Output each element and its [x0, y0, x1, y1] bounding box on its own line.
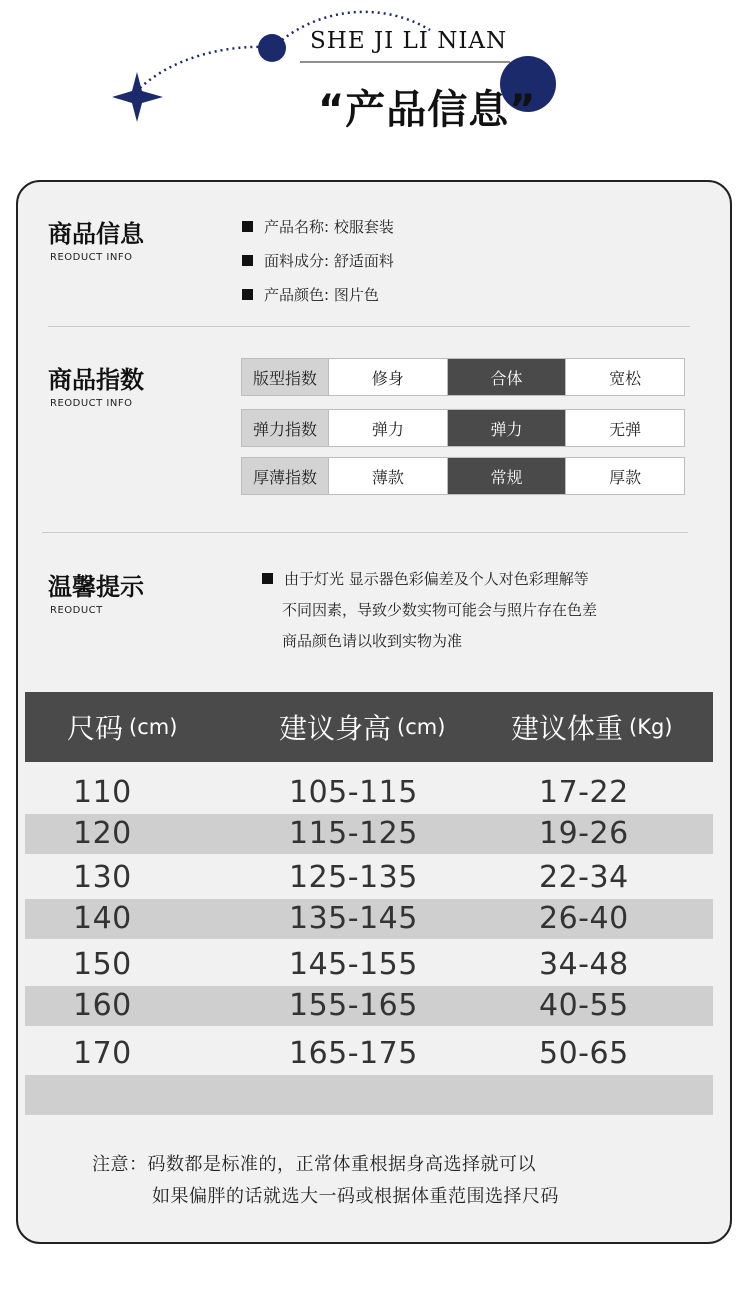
table-row: [25, 773, 713, 813]
note-line-2: 如果偏胖的话就选大一码或根据体重范围选择尺码: [152, 1186, 559, 1207]
stretch-index-row: [241, 409, 685, 447]
table-row: [25, 814, 713, 854]
thickness-index-label: 厚薄指数: [242, 458, 328, 494]
cell-weight: 50-65: [539, 1036, 629, 1071]
cell-height: 125-135: [289, 860, 418, 895]
square-bullet-icon: [262, 573, 273, 584]
table-row: [25, 986, 713, 1026]
header-size-unit: (cm): [129, 715, 178, 739]
size-table-header: [25, 692, 713, 762]
product-name-item: [242, 216, 394, 237]
star-icon: [112, 72, 163, 122]
header-height-unit: (cm): [397, 715, 446, 739]
fit-index-label: 版型指数: [242, 359, 328, 395]
thickness-option-thick: 厚款: [565, 458, 684, 494]
header-size-label: 尺码: [67, 712, 124, 745]
header-weight-unit: (Kg): [629, 715, 673, 739]
product-info-subtitle: REODUCT INFO: [50, 252, 133, 263]
tip-text-1: 由于灯光 显示器色彩偏差及个人对色彩理解等: [284, 570, 589, 588]
cell-weight: 26-40: [539, 901, 629, 936]
cell-weight: 34-48: [539, 947, 629, 982]
cell-size: 140: [73, 901, 132, 936]
product-card: [16, 180, 732, 1244]
tip-text-2: 不同因素，导致少数实物可能会与照片存在色差: [282, 601, 598, 619]
cell-weight: 17-22: [539, 775, 629, 810]
fit-option-loose: 宽松: [565, 359, 684, 395]
product-name-text: 产品名称: 校服套装: [264, 218, 394, 236]
cell-size: 160: [73, 988, 132, 1023]
product-info-title: 商品信息: [48, 220, 144, 248]
product-index-title: 商品指数: [48, 366, 144, 394]
divider: [48, 326, 690, 327]
cell-size: 110: [73, 775, 132, 810]
cell-size: 120: [73, 816, 132, 851]
thickness-option-regular: 常规: [447, 458, 566, 494]
fit-option-regular: 合体: [447, 359, 566, 395]
product-index-subtitle: REODUCT INFO: [50, 398, 133, 409]
cell-weight: 22-34: [539, 860, 629, 895]
cell-height: 135-145: [289, 901, 418, 936]
cell-height: 145-155: [289, 947, 418, 982]
fit-option-slim: 修身: [328, 359, 447, 395]
square-bullet-icon: [242, 289, 253, 300]
dotted-path-left: [140, 47, 268, 88]
header-size: [67, 692, 177, 762]
stretch-option-none: 无弹: [565, 410, 684, 446]
divider: [42, 532, 688, 533]
fit-index-row: [241, 358, 685, 396]
tips-title: 温馨提示: [48, 573, 144, 601]
header-weight: [511, 692, 673, 762]
cell-size: 130: [73, 860, 132, 895]
table-row: [25, 858, 713, 898]
cell-size: 150: [73, 947, 132, 982]
table-row: [25, 945, 713, 985]
note-line-1: 注意：码数都是标准的，正常体重根据身高选择就可以: [92, 1154, 536, 1175]
square-bullet-icon: [242, 221, 253, 232]
header-weight-label: 建议体重: [511, 712, 624, 745]
page-title: “产品信息”: [318, 87, 537, 133]
stretch-index-label: 弹力指数: [242, 410, 328, 446]
stretch-option-2: 弹力: [447, 410, 566, 446]
thickness-option-thin: 薄款: [328, 458, 447, 494]
cell-height: 165-175: [289, 1036, 418, 1071]
header-subtitle: SHE JI LI NIAN: [310, 28, 508, 54]
table-row-empty: [25, 1075, 713, 1115]
square-bullet-icon: [242, 255, 253, 266]
stretch-option-1: 弹力: [328, 410, 447, 446]
tip-line-1: [262, 568, 589, 589]
color-text: 产品颜色: 图片色: [264, 286, 379, 304]
cell-size: 170: [73, 1036, 132, 1071]
cell-height: 155-165: [289, 988, 418, 1023]
small-circle: [258, 34, 286, 62]
tips-subtitle: REODUCT: [50, 605, 103, 616]
fabric-item: [242, 250, 394, 271]
color-item: [242, 284, 379, 305]
table-row: [25, 1034, 713, 1074]
table-row: [25, 899, 713, 939]
cell-height: 115-125: [289, 816, 418, 851]
header-height-label: 建议身高: [279, 712, 392, 745]
tip-text-3: 商品颜色请以收到实物为准: [282, 632, 463, 650]
cell-height: 105-115: [289, 775, 418, 810]
header-height: [279, 692, 445, 762]
thickness-index-row: [241, 457, 685, 495]
cell-weight: 19-26: [539, 816, 629, 851]
cell-weight: 40-55: [539, 988, 629, 1023]
fabric-text: 面料成分: 舒适面料: [264, 252, 394, 270]
